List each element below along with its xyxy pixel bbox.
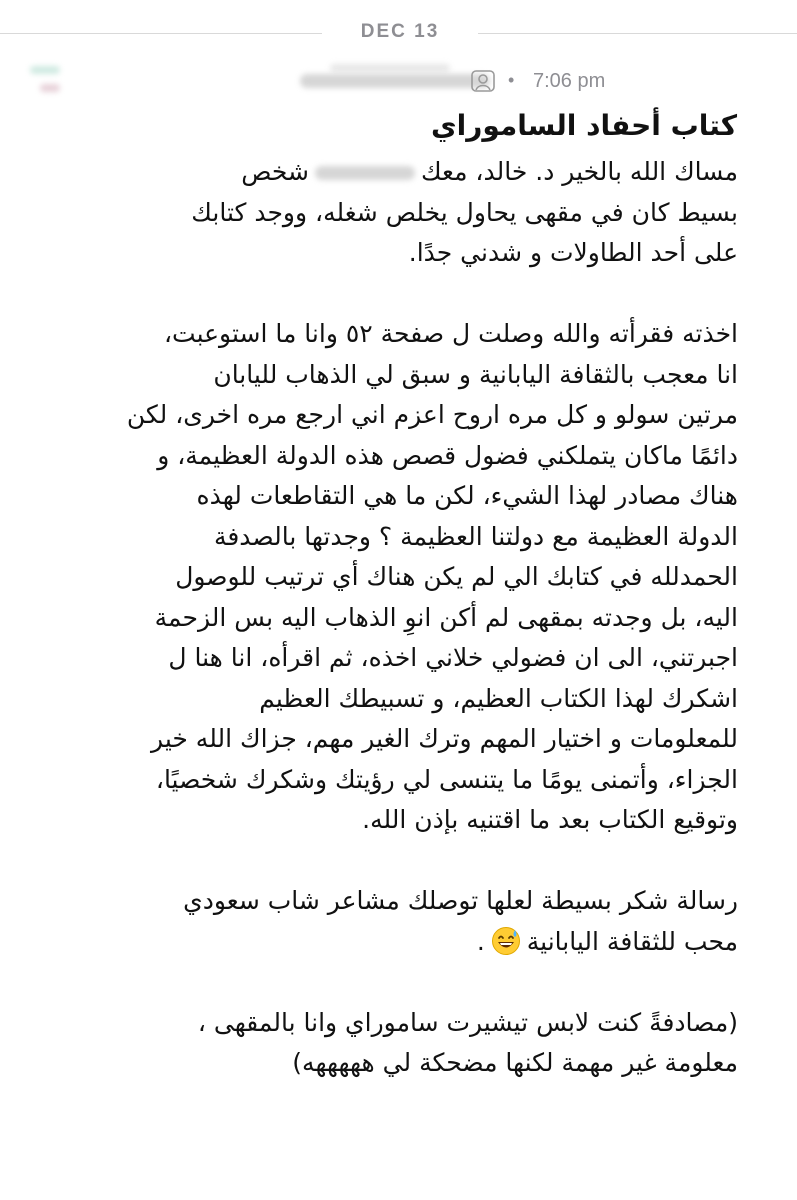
body-line: اشكرك لهذا الكتاب العظيم، و تسبيطك العظيم (259, 683, 738, 713)
body-line-text: . (476, 926, 485, 956)
body-line: دائمًا ماكان يتملكني فضول قصص هذه الدولة العظيمة، و (157, 440, 738, 470)
body-line (20, 922, 738, 963)
paragraph-main (20, 314, 738, 841)
redacted-sender-name (300, 74, 490, 88)
contact-avatar-icon[interactable] (470, 68, 496, 94)
message-subject: كتاب أحفاد الساموراي (430, 109, 737, 142)
redacted-name (315, 166, 415, 180)
paragraph-footnote (20, 1003, 738, 1084)
body-line: اليه، بل وجدته بمقهى لم أكن انوِ الذهاب اليه بس الزحمة (154, 602, 738, 632)
paragraph-thanks (20, 881, 738, 962)
body-line: هناك مصادر لهذا الشيء، لكن ما هي التقاطعات لهذه (196, 481, 738, 510)
body-line: اجبرتني، الى ان فضولي خلاني اخذه، ثم اقرأه، انا هنا ل (168, 643, 738, 672)
body-line: رسالة شكر بسيطة لعلها توصلك مشاعر شاب سعودي (183, 886, 738, 915)
body-line: بسيط كان في مقهى يحاول يخلص شغله، ووجد كتابك (191, 197, 738, 227)
body-line: للمعلومات و اختيار المهم وترك الغير مهم، جزاك الله خير (151, 724, 738, 753)
divider-left (0, 33, 322, 34)
message-time: 7:06 pm (533, 70, 606, 92)
body-line: الجزاء، وأتمنى يومًا ما يتنسى لي رؤيتك وشكرك شخصيًا، (155, 764, 738, 794)
redacted-sender-fragment (40, 84, 60, 92)
body-line: وتوقيع الكتاب بعد ما اقتنيه بإذن الله. (362, 805, 738, 834)
redacted-sender-fragment (30, 66, 60, 74)
body-line: على أحد الطاولات و شدني جدًا. (408, 238, 738, 267)
body-line: انا معجب بالثقافة اليابانية و سبق لي الذهاب لليابان (213, 359, 738, 389)
body-line: الدولة العظيمة مع دولتنا العظيمة ؟ وجدتها بالصدفة (213, 521, 738, 551)
body-line (20, 152, 738, 193)
message-body[interactable] (20, 152, 738, 1124)
separator-dot: • (508, 70, 515, 90)
grinning-sweat-emoji-icon (491, 926, 521, 956)
date-separator (0, 16, 797, 50)
date-label: DEC 13 (360, 21, 440, 42)
body-line-text: شخص (241, 157, 309, 186)
body-line: مرتين سولو و كل مره اروح اعزم اني ارجع مره اخرى، لكن (126, 400, 738, 429)
body-line-text: مساك الله بالخير د. خالد، معك (420, 157, 738, 186)
body-line: اخذته فقرأته والله وصلت ل صفحة ٥٢ وانا ما استوعبت، (163, 319, 738, 348)
redacted-sender-fragment (330, 64, 450, 72)
message-header (0, 62, 797, 100)
paragraph-greeting (20, 152, 738, 274)
body-line: الحمدلله في كتابك الي لم يكن هناك أي ترتيب للوصول (175, 562, 738, 591)
body-line: معلومة غير مهمة لكنها مضحكة لي هههههه) (292, 1048, 738, 1077)
body-line-text: محب للثقافة اليابانية (526, 926, 738, 956)
divider-right (478, 33, 797, 34)
body-line: (مصادفةً كنت لابس تيشيرت ساموراي وانا بالمقهى ، (197, 1007, 738, 1037)
